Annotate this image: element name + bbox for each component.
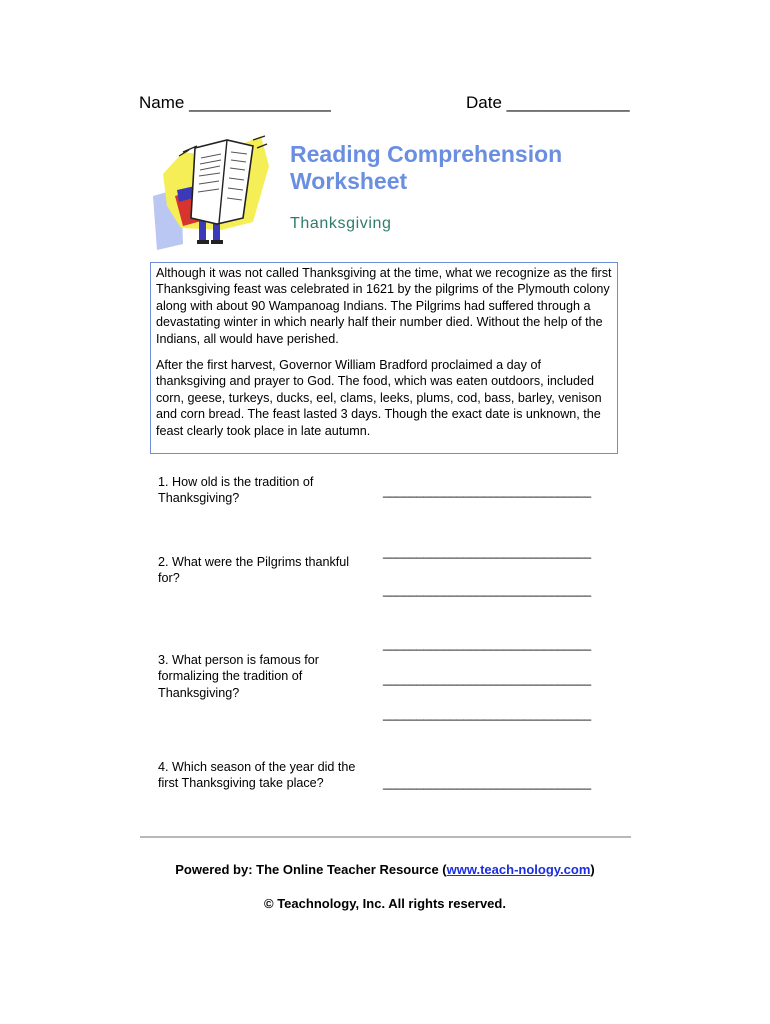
teach-nology-link[interactable]: www.teach-nology.com [446, 862, 591, 877]
footer-powered-by [0, 862, 770, 877]
answer-line-q1[interactable]: _______________________________ [383, 484, 591, 498]
title-line-2: Worksheet [290, 168, 408, 194]
worksheet-title [290, 141, 562, 195]
footer-divider [140, 836, 631, 838]
clipart-leg-left [199, 220, 206, 242]
clipart-newspaper [191, 140, 253, 224]
question-3: 3. What person is famous for formalizing the tradition of Thanksgiving? [158, 653, 319, 700]
question-2: 2. What were the Pilgrims thankful for? [158, 555, 350, 586]
footer-powered-suffix: ) [590, 862, 595, 877]
clipart-shoe-right [211, 240, 223, 244]
footer-powered-prefix: Powered by: The Online Teacher Resource ( [175, 862, 447, 877]
question-4: 4. Which season of the year did the first Thanksgiving take place? [158, 760, 356, 791]
date-field[interactable]: Date _____________ [466, 93, 630, 112]
answer-line-q3a[interactable]: _______________________________ [383, 637, 591, 651]
answer-line-q2b[interactable]: _______________________________ [383, 583, 591, 597]
answer-line-q4[interactable]: _______________________________ [383, 776, 591, 790]
footer-copyright: © Teachnology, Inc. All rights reserved. [264, 896, 506, 911]
passage-paragraph-1: Although it was not called Thanksgiving at the time, what we recognize as the first Thanksgiving feast was celebrated in 1621 by the pilgrims of the Plymouth colony along with about 90 Wampanoag Indians. The Pilgrims had suffered through a devastating winter in which nearly half their number died. Without the help of the Indians, all would have perished. [156, 266, 612, 346]
answer-line-q3c[interactable]: _______________________________ [383, 707, 591, 721]
title-line-1: Reading Comprehension [290, 141, 563, 167]
reading-passage [150, 262, 618, 454]
passage-paragraph-2: After the first harvest, Governor William Bradford proclaimed a day of thanksgiving and prayer to God. The food, which was eaten outdoors, included corn, geese, turkeys, ducks, eel, clams, leeks, plums, cod, bass, barley, venison and corn bread. The feast lasted 3 days. Though the exact date is unknown, the feast clearly took place in late autumn. [156, 358, 602, 438]
clipart-shoe-left [197, 240, 209, 244]
name-field[interactable]: Name _______________ [139, 93, 331, 112]
worksheet-subtitle: Thanksgiving [290, 215, 392, 232]
pilgrim-reading-newspaper-icon [143, 126, 278, 256]
answer-line-q3b[interactable]: _______________________________ [383, 672, 591, 686]
answer-line-q2a[interactable]: _______________________________ [383, 545, 591, 559]
question-1: 1. How old is the tradition of Thanksgiving? [158, 475, 314, 506]
